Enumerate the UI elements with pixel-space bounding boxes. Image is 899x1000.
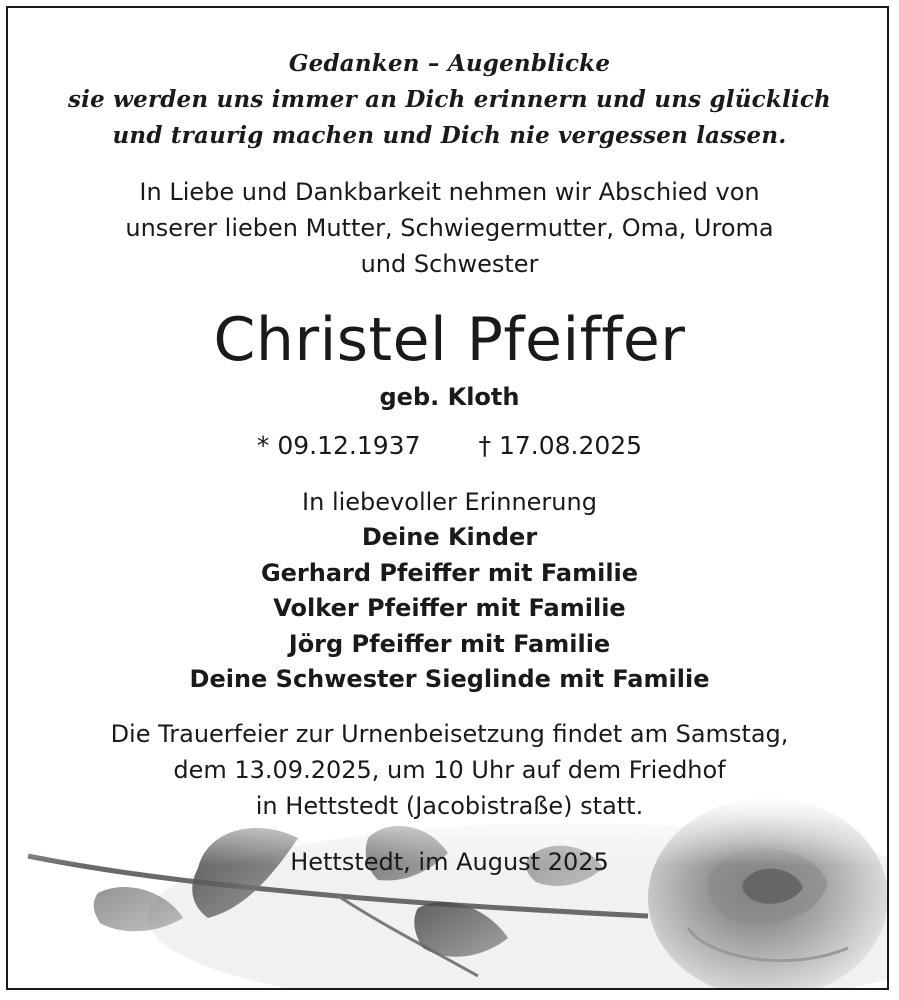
ceremony-info (8, 716, 889, 824)
intro-line: unserer lieben Mutter, Schwiegermutter, Oma, Uroma (125, 214, 774, 242)
memory-line: In liebevoller Erinnerung (302, 488, 597, 516)
mourner-entry: Gerhard Pfeiffer mit Familie (260, 558, 639, 587)
intro-line: und Schwester (360, 250, 539, 278)
obituary-notice (6, 6, 889, 990)
place-and-date: Hettstedt, im August 2025 (290, 848, 609, 876)
maiden-name: geb. Kloth (379, 383, 520, 411)
memorial-quote (8, 46, 889, 154)
life-dates (8, 428, 889, 464)
rose-with-stem-icon (8, 798, 889, 990)
ceremony-line: dem 13.09.2025, um 10 Uhr auf dem Friedhof (173, 756, 726, 784)
ceremony-line: Die Trauerfeier zur Urnenbeisetzung findet am Samstag, (110, 720, 789, 748)
mourner-entry: Deine Kinder (361, 523, 538, 551)
mourners-list (8, 520, 889, 698)
farewell-intro (8, 174, 889, 282)
ceremony-line: in Hettstedt (Jacobistraße) statt. (255, 792, 644, 820)
intro-line: In Liebe und Dankbarkeit nehmen wir Abschied von (139, 178, 760, 206)
mourner-entry: Jörg Pfeiffer mit Familie (288, 629, 611, 658)
quote-line: sie werden uns immer an Dich erinnern und uns glücklich (68, 86, 831, 113)
quote-line: und traurig machen und Dich nie vergessen lassen. (112, 122, 787, 149)
quote-line: Gedanken – Augenblicke (288, 50, 611, 77)
birth-date: * 09.12.1937 (256, 431, 421, 460)
deceased-name: Christel Pfeiffer (213, 305, 686, 375)
mourner-entry: Deine Schwester Sieglinde mit Familie (189, 665, 710, 693)
mourner-entry: Volker Pfeiffer mit Familie (273, 594, 626, 622)
death-date: † 17.08.2025 (478, 431, 643, 460)
